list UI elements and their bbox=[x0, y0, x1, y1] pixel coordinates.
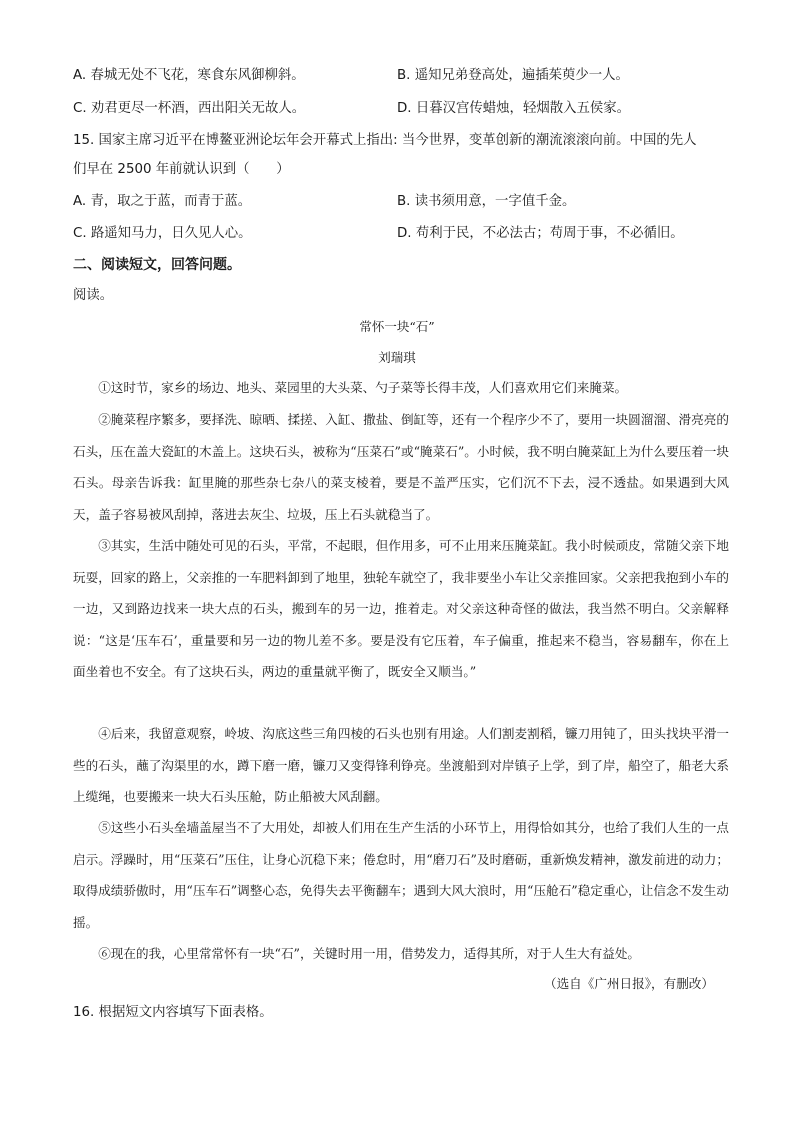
q15-option-b: B. 读书须用意，一字值千金。 bbox=[397, 194, 576, 209]
q16-stem: 16. 根据短文内容填写下面表格。 bbox=[73, 1005, 273, 1020]
q15-option-d: D. 苟利于民，不必法古；苟周于事，不必循旧。 bbox=[397, 226, 684, 241]
q14-option-a: A. 春城无处不飞花，寒食东风御柳斜。 bbox=[73, 68, 305, 83]
article-title: 常怀一块“石” bbox=[359, 319, 435, 334]
q15-option-c: C. 路遥知马力，日久见人心。 bbox=[73, 226, 252, 241]
article-paragraph-3: ③其实，生活中随处可见的石头，平常，不起眼，但作用多，可不止用来压腌菜缸。我小时候顽皮，常随父亲下地玩耍，回家的路上，父亲推的一车肥料卸到了地里，独轮车就空了，我非要坐小车让父亲推回家。父亲把我抱到小车的一边，又到路边找来一块大点的石头，搬到车的另一边，推着走。对父亲这种奇怪的做法，我当然不明白。父亲解释说：“这是‘压车石’，重量要和另一边的物儿差不多。要是没有它压着，车子偏重，推起来不稳当，容易翻车，你在上面坐着也不安全。有了这块石头，两边的重量就平衡了，既安全又顺当。” bbox=[73, 538, 729, 679]
q14-option-c: C. 劝君更尽一杯酒，西出阳关无故人。 bbox=[73, 101, 306, 116]
q15-option-a: A. 青，取之于蓝，而青于蓝。 bbox=[73, 194, 252, 209]
article-author: 刘瑞琪 bbox=[378, 350, 416, 365]
article-paragraph-2: ②腌菜程序繁多，要择洗、晾晒、揉搓、入缸、撒盐、倒缸等，还有一个程序少不了，要用一块圆溜溜、滑亮亮的石头，压在盖大瓷缸的木盖上。这块石头，被称为“压菜石”或“腌菜石”。小时候，我不明白腌菜缸上为什么要压着一块石头。母亲告诉我：缸里腌的那些杂七杂八的菜支棱着，要是不盖严压实，它们沉不下去，浸不透盐。如果遇到大风天，盖子容易被风刮掉，落进去灰尘、垃圾，压上石头就稳当了。 bbox=[73, 412, 729, 522]
section-heading: 二、阅读短文，回答问题。 bbox=[73, 257, 241, 273]
q14-option-b: B. 遥知兄弟登高处，遍插茱萸少一人。 bbox=[397, 68, 629, 83]
q14-option-d: D. 日暮汉宫传蜡烛，轻烟散入五侯家。 bbox=[397, 101, 631, 116]
section-intro: 阅读。 bbox=[73, 288, 114, 303]
article-source: （选自《广州日报》，有删改） bbox=[543, 976, 714, 991]
article-paragraph-5: ⑤这些小石头垒墙盖屋当不了大用处，却被人们用在生产生活的小环节上，用得恰如其分，也给了我们人生的一点启示。浮躁时，用“压菜石”压住，让身心沉稳下来；倦怠时，用“磨刀石”及时磨砺，重新焕发精神，激发前进的动力；取得成绩骄傲时，用“压车石”调整心态，免得失去平衡翻车；遇到大风大浪时，用“压舱石”稳定重心，让信念不发生动摇。 bbox=[73, 820, 729, 930]
article-paragraph-6: ⑥现在的我，心里常常怀有一块“石”，关键时用一用，借势发力，适得其所，对于人生大有益处。 bbox=[98, 946, 641, 961]
article-paragraph-4: ④后来，我留意观察，岭坡、沟底这些三角四棱的石头也别有用途。人们割麦割稻，镰刀用钝了，田头找块平滑一些的石头，蘸了沟渠里的水，蹲下磨一磨，镰刀又变得锋利铮亮。坐渡船到对岸镇子上学，到了岸，船空了，船老大系上缆绳，也要搬来一块大石头压舱，防止船被大风刮翻。 bbox=[73, 726, 729, 804]
article-paragraph-1: ①这时节，家乡的场边、地头、菜园里的大头菜、勺子菜等长得丰茂，人们喜欢用它们来腌菜。 bbox=[98, 380, 628, 395]
q15-stem-line1: 15. 国家主席习近平在博鳌亚洲论坛年会开幕式上指出: 当今世界，变革创新的潮流滚滚向前。中国的先人 bbox=[73, 133, 697, 148]
q15-stem-line2: 们早在 2500 年前就认识到（ ） bbox=[73, 162, 290, 177]
